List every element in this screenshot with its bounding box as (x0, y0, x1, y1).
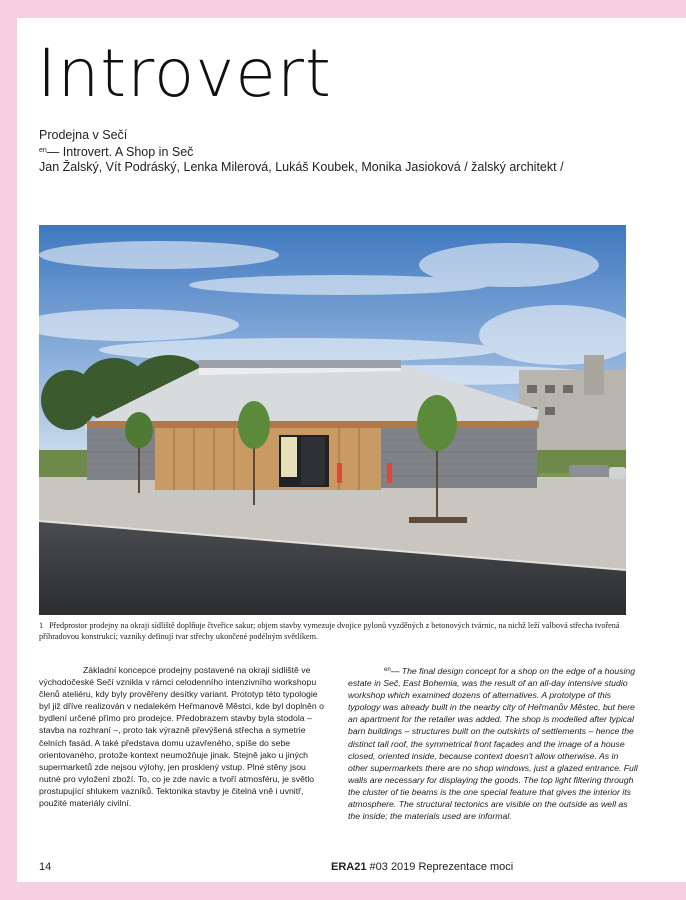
building-photo (39, 225, 626, 615)
caption-number: 1 (39, 621, 44, 630)
photo-illustration (39, 225, 626, 615)
article-header (39, 128, 564, 175)
lang-marker-en: en (39, 147, 47, 154)
caption-text: Předprostor prodejny na okraji sídliště doplňuje čtveřice sakur; objem stavby vymezuje dvojice pylonů vyzděných z betonových tvárnic, na nichž leží valbová střecha tvořená příhradovou konstrukcí; vazníky definují tvar střechy ukončené podélným světlíkem. (39, 621, 620, 641)
subtitle-en-text: — Introvert. A Shop in Seč (46, 145, 194, 159)
right-pylon (381, 428, 537, 488)
wood-facade (155, 428, 381, 490)
page-number: 14 (39, 861, 52, 873)
parked-cars (569, 465, 626, 479)
body-text-en-content: — The final design concept for a shop on the edge of a housing estate in Seč, East Bohemia, was the result of an all-day intensive studio workshop which examined dozens of alternatives. A prototype of this typology was already built in the nearby city of Heřmanův Městec, but here an apartment for the retailer was added. The shop is modelled after typical barn buildings – structures built on the outskirts of settlements – hence the distinct tall roof, the symmetrical front façades and the image of a house closed, oriented inside, because context doesn't allow otherwise. As in other supermarkets there are no shop windows, just a glazed entrance. Full walls are necessary for displaying the goods. The top light filtering through the cluster of tie beams is the one special feature that gives the interior its atmosphere. The structural tectonics are visible on the outside as well as the inside; the materials used are informal. (348, 666, 638, 822)
article-title: Introvert (37, 35, 332, 112)
roof-ridge-light (199, 360, 401, 368)
authors: Jan Žalský, Vít Podráský, Lenka Milerová, Lukáš Koubek, Monika Jasioková / žalský architekt / (39, 160, 564, 174)
magazine-footer (331, 861, 513, 873)
subtitle-en (39, 143, 564, 160)
fascia (87, 421, 539, 428)
subtitle-cz: Prodejna v Sečí (39, 128, 128, 142)
lang-marker-en-body: en (384, 667, 391, 673)
photo-caption (39, 621, 626, 642)
issue-info: #03 2019 Reprezentace moci (369, 861, 514, 873)
magazine-name: ERA21 (331, 861, 367, 873)
body-text-cz: Základní koncepce prodejny postavené na okraji sídliště ve východočeské Sečí vznikla v rámci celodenního intenzivního workshopu členů ateliéru, kdy byly prověřeny desítky variant. Prototyp této typologie byl již dříve realizován v nedalekém Heřmanově Městci, kde byl doplněn o bydlení určené přímo pro prodejce. Předobrazem stavby byla stodola – stavba na rozhraní –, proto tak výrazně převýšená střecha a symetrie čelních fasád. A také představa domu uzavřeného, spíše do sebe orientovaného, protože kontext neumožňuje jinak. Stejně jako u jiných supermarketů zde nejsou výlohy, jen prosklený vstup. Plné stěny jsou nutné pro vyložení zboží. To, co je zde navíc a tvoří atmosféru, je světlo prostupující shlukem vazníků. Tektonika stavby je čitelná vně i uvnitř, použité materiály civilní. (39, 665, 324, 809)
magazine-page (17, 18, 686, 882)
body-text-en (348, 664, 638, 822)
